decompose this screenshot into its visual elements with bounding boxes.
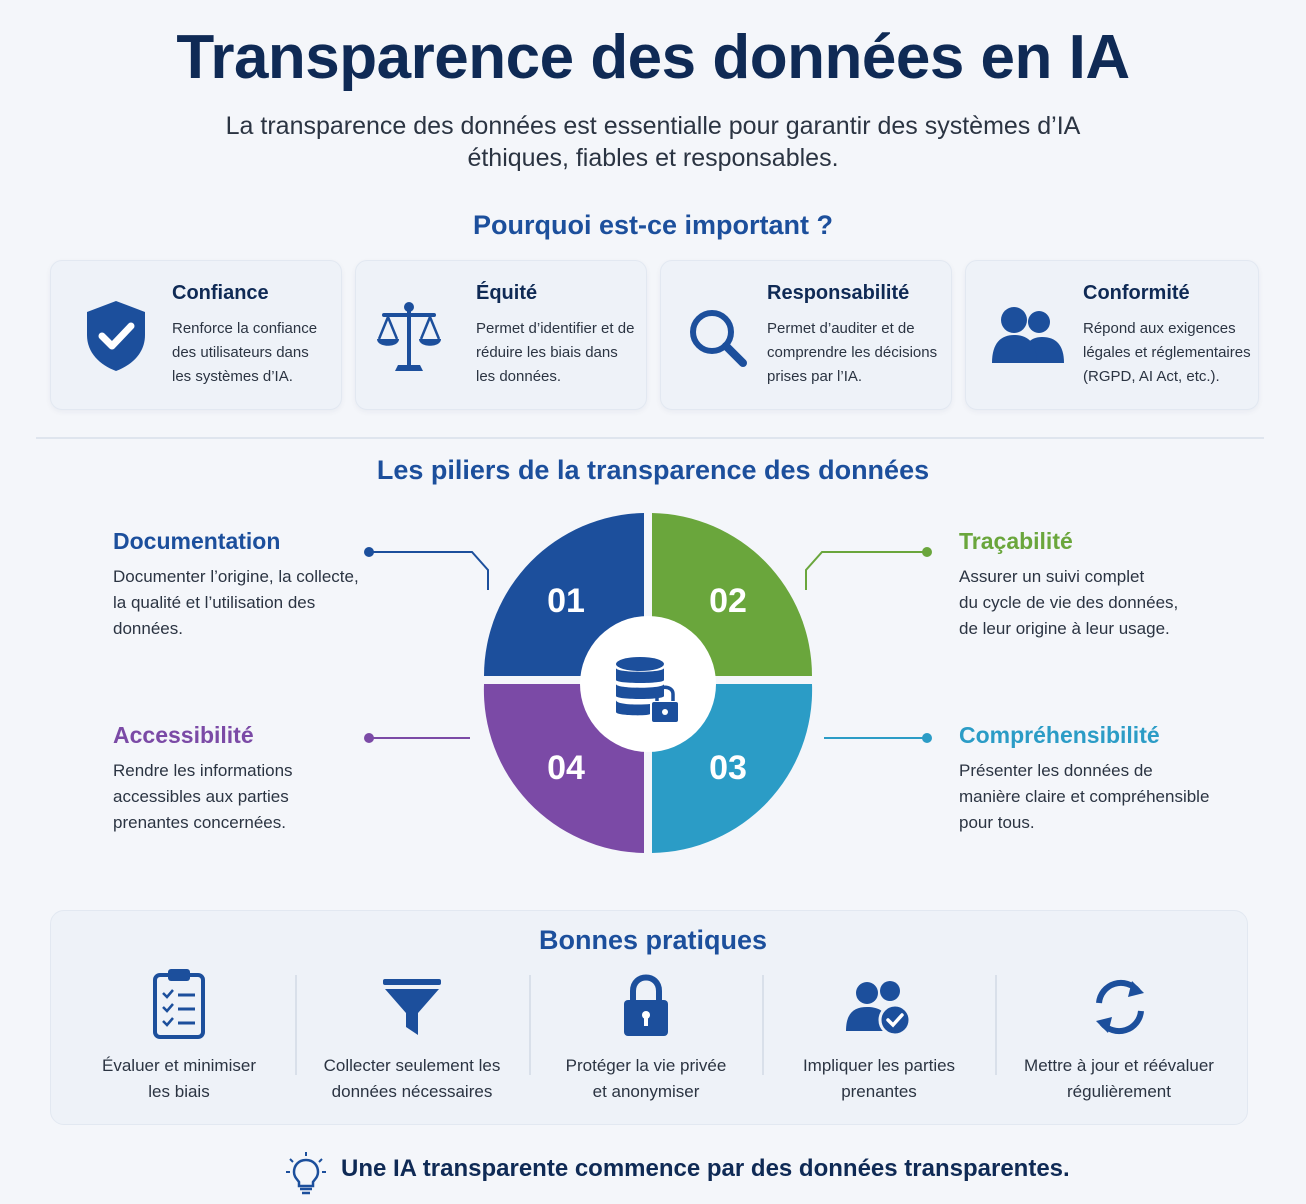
pillar-title-comprehensibilite: Compréhensibilité: [959, 722, 1160, 748]
card-responsabilite: [660, 260, 952, 410]
pillar-text-tracabilite: [959, 564, 1219, 642]
pillar-text-line: Présenter les données de: [959, 761, 1153, 780]
card-text-line: comprendre les décisions: [767, 344, 938, 361]
pillars-heading: Les piliers de la transparence des données: [376, 455, 930, 485]
card-text: [767, 317, 937, 389]
practice-text-line: Impliquer les parties: [802, 1056, 956, 1075]
pillar-number-03: 03: [709, 749, 747, 787]
card-title: Responsabilité: [767, 282, 910, 304]
pillar-text-line: Assurer un suivi complet: [959, 567, 1145, 586]
pillar-title-tracabilite: Traçabilité: [959, 528, 1073, 554]
pillar-number-02: 02: [709, 582, 747, 620]
pillar-title-accessibilite: Accessibilité: [113, 722, 254, 748]
card-text-line: (RGPD, AI Act, etc.).: [1083, 368, 1220, 385]
practice-separator: [995, 975, 997, 1075]
filter-icon: [297, 965, 527, 1045]
card-text: [476, 317, 634, 389]
practice-text-line: Évaluer et minimiser: [102, 1056, 256, 1075]
card-title: Conformité: [1083, 282, 1190, 304]
users-icon: [990, 305, 1066, 365]
card-text-line: Permet d’auditer et de: [767, 320, 915, 337]
pillar-text-line: Documenter l’origine, la collecte,: [113, 567, 359, 586]
pillar-text-accessibilite: [113, 758, 373, 836]
connector-tracabilite: [806, 547, 932, 590]
pillar-text-line: du cycle de vie des données,: [959, 593, 1179, 612]
practice-text: [1004, 1053, 1234, 1105]
pillar-text-line: pour tous.: [959, 813, 1035, 832]
pillar-text-line: prenantes concernées.: [113, 813, 286, 832]
card-text-line: les systèmes d’IA.: [172, 368, 293, 385]
lightbulb-icon: [286, 1151, 326, 1195]
practice-text-line: Collecter seulement les: [323, 1056, 501, 1075]
card-conformite: [965, 260, 1259, 410]
practice-text: [531, 1053, 761, 1105]
pillar-title-documentation: Documentation: [113, 528, 281, 554]
connector-accessibilite: [364, 733, 470, 743]
pillar-text-documentation: [113, 564, 373, 642]
card-confiance: [50, 260, 342, 410]
clipboard-checklist-icon: [64, 965, 294, 1045]
practice-text-line: prenantes: [841, 1082, 917, 1101]
practice-text-line: les biais: [148, 1082, 210, 1101]
practice-text-line: données nécessaires: [331, 1082, 493, 1101]
practice-text: [297, 1053, 527, 1105]
practice-text-line: et anonymiser: [592, 1082, 700, 1101]
pillar-number-04: 04: [547, 749, 585, 787]
practice-text-line: régulièrement: [1067, 1082, 1171, 1101]
subtitle-line-1: La transparence des données est essentialle pour garantir des systèmes d’IA: [225, 112, 1081, 140]
card-text-line: des utilisateurs dans: [172, 344, 309, 361]
card-text-line: Renforce la confiance: [172, 320, 318, 337]
page-title: Transparence des données en IA: [176, 23, 1130, 92]
practices-heading: Bonnes pratiques: [538, 925, 768, 955]
center-circle: [580, 616, 716, 752]
pillar-text-line: accessibles aux parties: [113, 787, 289, 806]
why-heading: Pourquoi est-ce important ?: [472, 210, 834, 240]
page-subtitle: [203, 110, 1103, 174]
users-check-icon: [764, 965, 994, 1045]
card-text: [1083, 317, 1251, 389]
pillar-text-line: manière claire et compréhensible: [959, 787, 1210, 806]
magnifier-icon: [687, 307, 749, 369]
connector-documentation: [364, 547, 488, 590]
card-text-line: Répond aux exigences: [1083, 320, 1236, 337]
pillar-text-line: de leur origine à leur usage.: [959, 619, 1170, 638]
section-divider: [36, 437, 1264, 439]
scale-icon: [376, 299, 442, 375]
subtitle-line-2: éthiques, fiables et responsables.: [467, 144, 839, 172]
practice-text-line: Protéger la vie privée: [565, 1056, 727, 1075]
pillar-number-01: 01: [547, 582, 585, 620]
card-text-line: Permet d’identifier et de: [476, 320, 635, 337]
card-text-line: prises par l’IA.: [767, 368, 863, 385]
connector-comprehensibilite: [824, 733, 932, 743]
refresh-icon: [1004, 965, 1234, 1045]
practice-text: [64, 1053, 294, 1105]
card-equite: [355, 260, 647, 410]
card-text-line: légales et réglementaires: [1083, 344, 1251, 361]
pillar-text-line: Rendre les informations: [113, 761, 293, 780]
card-title: Confiance: [172, 282, 269, 304]
padlock-icon: [531, 965, 761, 1045]
pillar-text-comprehensibilite: [959, 758, 1259, 836]
footer-tagline: Une IA transparente commence par des données transparentes.: [341, 1155, 1070, 1182]
pillar-text-line: données.: [113, 619, 183, 638]
card-text-line: réduire les biais dans: [476, 344, 618, 361]
shield-check-icon: [83, 299, 149, 373]
card-text-line: les données.: [476, 368, 562, 385]
card-title: Équité: [476, 282, 538, 304]
practice-text-line: Mettre à jour et réévaluer: [1024, 1056, 1214, 1075]
pillar-text-line: la qualité et l’utilisation des: [113, 593, 316, 612]
card-text: [172, 317, 317, 389]
practice-text: [764, 1053, 994, 1105]
